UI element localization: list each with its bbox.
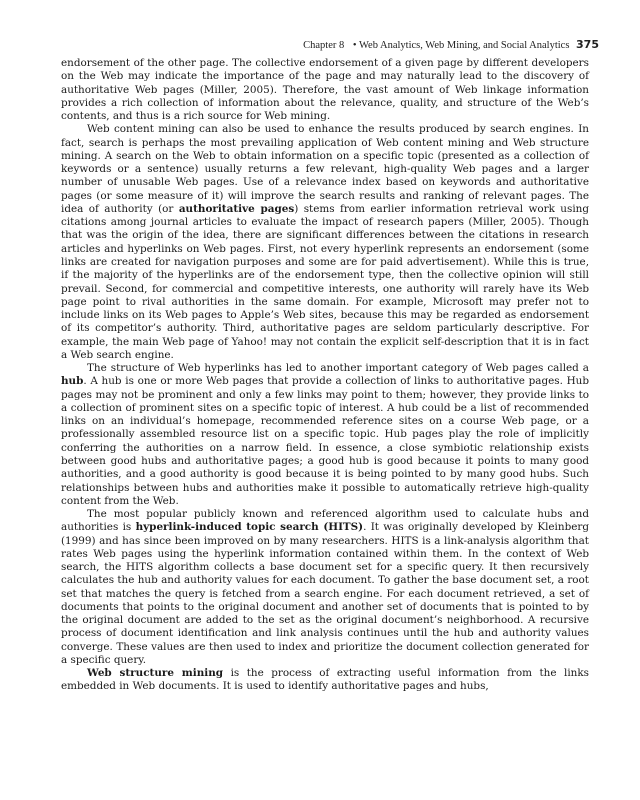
text-run: The structure of Web hyperlinks has led to another important category of Web pages called a: [87, 362, 589, 375]
page-number: 375: [576, 38, 599, 51]
text-run: endorsement of the other page. The collective endorsement of a given page by different developers on the Web may indicate the importance of the page and may naturally lead to the discovery of authoritative Web pages (Miller, 2005). Therefore, the vast amount of Web linkage information provides a rich collection of information about the relevance, quality, and structure of the Web’s contents, and thus is a rich source for Web mining.: [61, 57, 589, 123]
paragraph: [61, 508, 589, 667]
key-term: Web structure mining: [87, 667, 224, 680]
chapter-label: Chapter 8: [303, 40, 345, 51]
text-run: is the process of extracting useful information from the links embedded in Web documents. It is used to identify authoritative pages and hubs,: [61, 667, 589, 693]
paragraph: [61, 362, 589, 508]
key-term: hyperlink-induced topic search (HITS): [135, 521, 364, 534]
key-term: hub: [61, 375, 84, 388]
header-separator: •: [352, 40, 357, 51]
paragraph: [61, 57, 589, 123]
paragraph: [61, 123, 589, 362]
text-run: . It was originally developed by Kleinberg (1999) and has since been improved on by many researchers. HITS is a link-analysis algorithm that rates Web pages using the hyperlink information contained within them. In the context of Web search, the HITS algorithm collects a base document set for a specific query. It then recursively calculates the hub and authority values for each document. To gather the base document set, a root set that matches the query is fetched from a search engine. For each document retrieved, a set of documents that points to the original document and another set of documents that is pointed to by the original document are added to the set as the original document’s neighborhood. A recursive process of document identification and link analysis continues until the hub and authority values converge. These values are then used to index and prioritize the document collection generated for a specific query.: [61, 521, 589, 666]
key-term: authoritative pages: [178, 202, 295, 215]
body-text: [61, 57, 589, 694]
chapter-title: Web Analytics, Web Mining, and Social Analytics: [358, 40, 570, 51]
text-run: Web content mining can also be used to enhance the results produced by search engines. In fact, search is perhaps the most prevailing application of Web content mining and Web structure mining. A search on the Web to obtain information on a specific topic (presented as a collection of keywords or a sentence) usually returns a few relevant, high-quality Web pages and a larger number of unusable Web pages. Use of a relevance index based on keywords and authoritative pages (or some measure of it) will improve the search results and ranking of relevant pages. The idea of authority (or: [61, 123, 589, 215]
running-header: [303, 38, 599, 51]
text-run: The most popular publicly known and referenced algorithm used to calculate hubs and authorities is: [61, 508, 589, 534]
text-run: . A hub is one or more Web pages that provide a collection of links to authoritative pages. Hub pages may not be prominent and only a few links may point to them; however, they provide links to a collection of prominent sites on a specific topic of interest. A hub could be a list of recommended links on an individual’s homepage, recommended reference sites on a course Web page, or a professionally assembled resource list on a specific topic. Hub pages play the role of implicitly conferring the authorities on a narrow field. In essence, a close symbiotic relationship exists between good hubs and authoritative pages; a good hub is good because it points to many good authorities, and a good authority is good because it is being pointed to by many good hubs. Such relationships between hubs and authorities make it possible to automatically retrieve high-quality content from the Web.: [61, 375, 589, 507]
paragraph: [61, 667, 589, 694]
text-run: ) stems from earlier information retrieval work using citations among journal articles to evaluate the impact of research papers (Miller, 2005). Though that was the origin of the idea, there are significant differences between the citations in research articles and hyperlinks on Web pages. First, not every hyperlink represents an endorsement (some links are created for navigation purposes and some are for paid advertisement). While this is true, if the majority of the hyperlinks are of the endorsement type, then the collective opinion will still prevail. Second, for commercial and competitive interests, one authority will rarely have its Web page point to rival authorities in the same domain. For example, Microsoft may prefer not to include links on its Web pages to Apple’s Web sites, because this may be regarded as endorsement of its competitor’s authority. Third, authoritative pages are seldom particularly descriptive. For example, the main Web page of Yahoo! may not contain the explicit self-description that it is in fact a Web search engine.: [61, 202, 589, 361]
